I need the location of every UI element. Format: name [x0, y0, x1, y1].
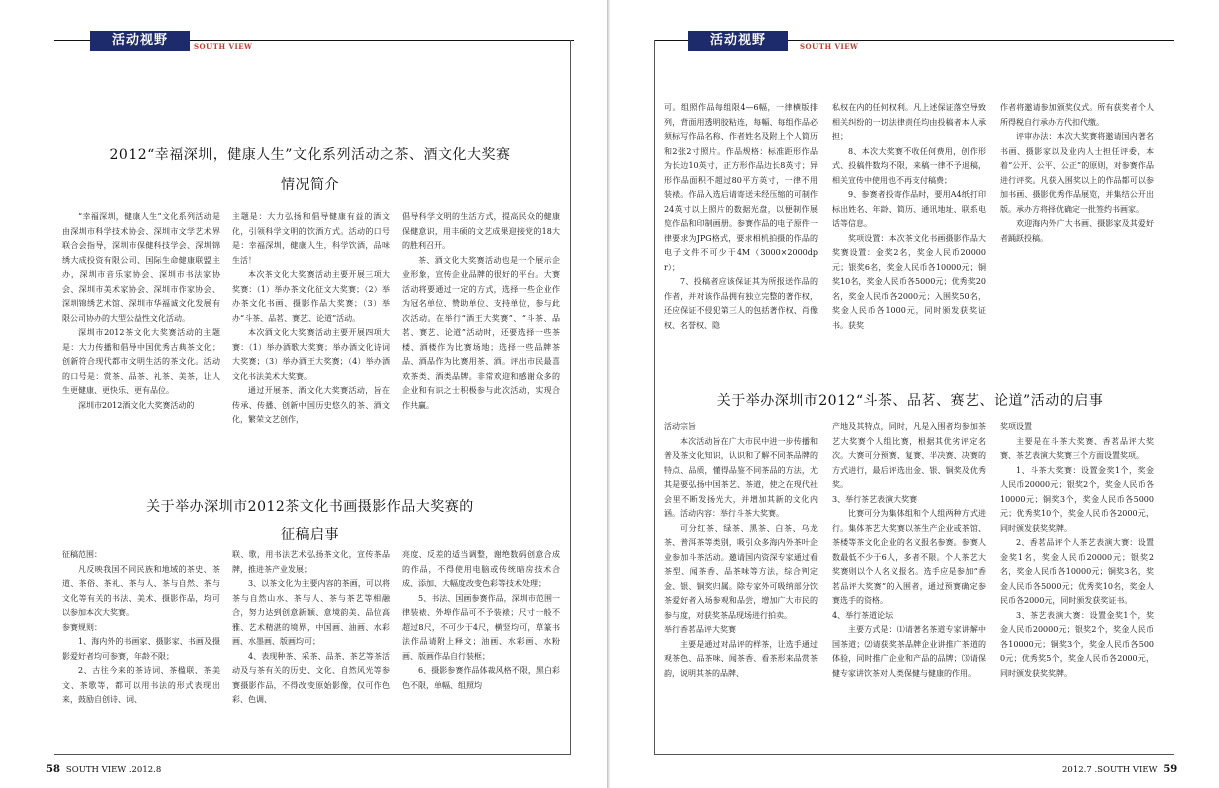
paragraph: 9、参赛者投寄作品时，要用A4纸打印标出姓名、年龄、简历、通讯地址、联系电话等信息。 — [832, 190, 986, 228]
paragraph: 倡导科学文明的生活方式，提高民众的健康保健意识，用丰硕的文艺成果迎接党的18大的胜利召开。 — [402, 212, 560, 250]
article3-title: 关于举办深圳市2012“斗茶、品茗、赛艺、论道”活动的启事 — [716, 393, 1104, 409]
paragraph: 作者将邀请参加颁奖仪式。所有获奖者个人所得税自行承办方代扣代缴。 — [1000, 103, 1154, 127]
article3-column-1 — [664, 420, 818, 750]
section-subtitle: SOUTH VIEW — [800, 42, 859, 51]
page-footer — [40, 764, 161, 775]
paragraph: 深圳市2012酒文化大奖赛活动的 — [78, 400, 195, 410]
paragraph: 私权在内的任何权利。凡上述保证落空导致相关纠纷的一切法律责任均由投稿者本人承担； — [832, 103, 986, 141]
section-heading: 征稿范围： — [62, 550, 102, 559]
paragraph: 3、茶艺表演大赛：设置金奖1个，奖金人民币20000元；银奖2个，奖金人民币各10000元；铜奖3个，奖金人民币各5000元；优秀奖5个，奖金人民币各2000元，同时颁发获奖奖牌。 — [1000, 610, 1154, 678]
page-frame-right — [570, 40, 571, 754]
paragraph: “幸福深圳，健康人生”文化系列活动是由深圳市科学技术协会、深圳市文学艺术界联合会指导，深圳市保健科技学会、深圳锦绣大成投资有限公司、国际生命健康联盟主办，深圳市音乐家协会、深圳市书法家协会、深圳市美术家协会、深圳市作家协会、深圳锦绣艺术馆、深圳市华福诚文化发展有限公司协办的大型公益性文化活动。 — [62, 212, 220, 323]
paragraph: 主要是通过对品评的样茶，让选手通过观茶色、品茶味、闻茶香、看茶形来品赏茶韵，说明其茶的品牌、 — [664, 639, 818, 678]
paragraph: 5、书法、国画参赛作品，深圳市范围一律装裱、外埠作品可不予装裱；尺寸一般不超过8尺，不可少于4尺，横竖均可，草篆书法作品请附上释文；油画、水彩画、水粉画、版画作品自行装框； — [402, 593, 560, 661]
section-heading: 4、举行茶道论坛 — [832, 610, 894, 620]
paragraph: 茶、酒文化大奖赛活动也是一个展示企业形象，宣传企业品牌的很好的平台。大赛活动将要通过一定的方式，选择一些企业作为冠名单位、赞助单位、支持单位，参与此次活动。在举行“酒王大奖赛”、“斗茶、品茗、赛艺、论道”活动时，还要选择一些茶楼、酒楼作为比赛场地；选择一些品牌茶品、酒品作为比赛用茶、酒。评出市民最喜欢茶类、酒类品牌。非常欢迎和感谢众多的企业和有识之士积极参与此次活动，实现合作共赢。 — [402, 255, 560, 410]
continued-column-2 — [832, 101, 986, 379]
paragraph: 3、以茶文化为主要内容的茶画，可以将茶与自然山水、茶与人、茶与茶艺等相融合，努力达到创意新颖、意境韵美、品位高雅、艺术精湛的境界，中国画、油画、水彩画、水墨画、版画均可； — [232, 579, 390, 646]
paragraph: 产地及其特点，同时，凡是入围者均参加茶艺大奖赛个人组比赛，根据其优劣评定名次。大赛可分预赛、复赛、半决赛、决赛的方式进行，最后评选出金、银、铜奖及优秀奖。 — [832, 422, 986, 489]
article3-column-2 — [832, 420, 986, 750]
article1-title-line2: 情况简介 — [281, 177, 339, 193]
section-tab: 活动视野 — [688, 31, 788, 51]
page-footer — [1062, 764, 1183, 775]
paragraph: 6、摄影参赛作品体裁风格不限，黑白彩色不限，单幅、组照均 — [402, 666, 560, 690]
paragraph: 可。组照作品每组限4—6幅，一律横版排列，背面用透明胶粘连，每幅、每组作品必须标写作品名称、作者姓名及附上个人简历和2张2寸照片。作品规格：标准距形作品为长边10英寸，正方形作品边长8英寸；异形作品面积不超过80平方英寸，一律不用装裱。作品入选后请寄送未经压缩的可制作24英寸以上照片的数据光盘，以便制作展览作品和印制画册。参赛作品的电子原件一律要求为JPG格式，要求相机拍摄的作品的电子文件不可少于4M（3000×2000dpr）； — [664, 103, 818, 272]
paragraph: 本次活动旨在广大市民中进一步传播和普及茶文化知识，认识和了解不同茶品牌的特点、品质，懂得品鉴不同茶品的方法，尤其是要弘扬中国茶艺、茶道，使之在现代社会里不断发扬光大，并增加其新的文化内涵。活动内容：举行斗茶大奖赛。 — [664, 436, 818, 518]
paragraph: 可分红茶、绿茶、黑茶、白茶、乌龙茶、普洱茶等类别，吸引众多海内外茶叶企业参加斗茶活动。邀请国内资深专家通过看茶型、闻茶香、品茶味等方法，综合判定金、银、铜奖归属。除专家外可吸纳部分饮茶爱好者入场参观和品尝，增加广大市民的参与度，对获奖茶品现场进行拍卖。 — [664, 523, 818, 620]
section-heading: 奖项设置 — [1000, 422, 1032, 431]
paragraph: 通过开展茶、酒文化大奖赛活动，旨在传承、传播、创新中国历史悠久的茶、酒文化，繁荣文艺创作， — [232, 386, 390, 424]
article1-column-2 — [232, 210, 390, 486]
paragraph: 本次酒文化大奖赛活动主要开展四项大赛：（1）举办酒歌大奖赛；举办酒文化诗词大奖赛；（3）举办酒王大奖赛；（4）举办酒文化书法美术大奖赛。 — [232, 328, 390, 381]
section-tab: 活动视野 — [90, 31, 190, 51]
paragraph: 联、歌，用书法艺术弘扬茶文化，宣传茶品牌，推进茶产业发展； — [232, 550, 390, 574]
paragraph: 欢迎海内外广大书画、摄影家及其爱好者踊跃投稿。 — [1000, 219, 1154, 243]
continued-column-3 — [1000, 101, 1154, 379]
page-frame-left — [654, 40, 655, 754]
article2-column-3 — [402, 548, 560, 748]
paragraph: 本次茶文化大奖赛活动主要开展三项大奖赛：（1）举办茶文化征文大奖赛；（2）举办茶文化书画、摄影作品大奖赛；（3）举办“斗茶、品茗、赛艺、论道”活动。 — [232, 270, 390, 323]
paragraph: 2、香茗品评个人茶艺表演大赛：设置金奖1名，奖金人民币20000元；银奖2名，奖金人民币各10000元；铜奖3名，奖金人民币各5000元；优秀奖10名，奖金人民币各2000元，同时颁发获奖证书。 — [1000, 538, 1154, 605]
article1-title-line1: 2012“幸福深圳，健康人生”文化系列活动之茶、酒文化大奖赛 — [109, 147, 511, 163]
issue-date: .2012.8 — [128, 765, 162, 775]
right-page — [610, 0, 1219, 788]
article1-column-1 — [62, 210, 220, 486]
paragraph: 比赛可分为集体组和个人组两种方式进行。集体茶艺大奖赛以茶生产企业或茶馆、茶楼等茶文化企业的名义报名参赛。参赛人数最低不少于6人，多者不限。个人茶艺大奖赛则以个人名义报名。选手应是参加“香茗品评大奖赛”的入围者，通过预赛确定参赛选手的资格。 — [832, 509, 986, 605]
paragraph: 4、表现种茶、采茶、品茶、茶艺等茶活动及与茶有关的历史、文化、自然风光等参赛摄影作品，不得改变原始影像，仅可作色彩、色调、 — [232, 651, 390, 704]
page-frame-bottom — [654, 754, 1174, 755]
paragraph: 凡反映我国不同民族和地域的茶史、茶道、茶俗、茶礼、茶与人、茶与自然、茶与文化等有关的书法、美术、摄影作品，均可以参加本次大奖赛。 — [62, 564, 220, 617]
paragraph: 奖项设置：本次茶文化书画摄影作品大奖赛设置：金奖2名，奖金人民币20000元；银奖6名，奖金人民币各10000元；铜奖10名，奖金人民币各5000元；优秀奖20名，奖金人民币各2000元；入围奖50名，奖金人民币各1000元，同时颁发获奖证书。获奖 — [832, 233, 986, 330]
paragraph: 主要方式是：⑴请著名茶道专家讲解中国茶道；⑵请获奖茶品牌企业讲推广茶道的体验，同时推广企业和产品的品牌；⑶请保健专家讲饮茶对人类保健与健康的作用。 — [832, 625, 986, 678]
article2-title-line1: 关于举办深圳市2012茶文化书画摄影作品大奖赛的 — [146, 499, 474, 515]
page-frame-bottom — [54, 754, 571, 755]
page-number: 58 — [46, 764, 60, 775]
section-heading: 活动宗旨 — [664, 422, 696, 431]
issue-date: 2012.7 — [1062, 765, 1092, 775]
section-heading: 举行香茗品评大奖赛 — [664, 625, 736, 634]
magazine-name: SOUTH VIEW — [65, 765, 127, 775]
article2-column-2 — [232, 548, 390, 748]
section-heading: 参赛规则： — [62, 622, 102, 632]
paragraph: 7、投稿者应该保证其为所报送作品的作者，并对该作品拥有独立完整的著作权，还应保证不侵犯第三人的包括著作权、肖像权、名誉权、隐 — [664, 277, 818, 330]
section-heading: 3、举行茶艺表演大奖赛 — [832, 494, 918, 504]
section-subtitle: SOUTH VIEW — [194, 42, 253, 51]
paragraph: 1、海内外的书画家、摄影家、书画及摄影爱好者均可参赛，年龄不限； — [62, 637, 220, 661]
article1-column-3 — [402, 210, 560, 486]
paragraph: 深圳市2012茶文化大奖赛活动的主题是：大力传播和倡导中国优秀古典茶文化；创新符合现代都市文明生活的茶文化。活动的口号是：赏茶、品茶、礼茶、美茶，让人生更健康、更快乐、更有品位。 — [62, 328, 220, 395]
paragraph: 主题是：大力弘扬和倡导健康有益的酒文化，引领科学文明的饮酒方式。活动的口号是：幸福深圳，健康人生，科学饮酒，品味生活！ — [232, 212, 390, 265]
paragraph: 评审办法：本次大奖赛将邀请国内著名书画、摄影家以及业内人士担任评委，本着“公开、公平、公正”的原则，对参赛作品进行评奖。凡获入围奖以上的作品都可以参加书画、摄影优秀作品展览，并集结公开出版。承办方将择优确定一批签约书画家。 — [1000, 132, 1154, 214]
continued-column-1 — [664, 101, 818, 379]
paragraph: 主要是在斗茶大奖赛、香茗品评大奖赛、茶艺表演大奖赛三个方面设置奖项。 — [1000, 436, 1154, 460]
article2-title-line2: 征稿启事 — [281, 527, 339, 543]
page-number: 59 — [1163, 764, 1178, 775]
article2-column-1 — [62, 548, 220, 748]
paragraph: 1、斗茶大奖赛：设置金奖1个，奖金人民币20000元；银奖2个，奖金人民币各10000元；铜奖3个，奖金人民币各5000元；优秀奖10个，奖金人民币各2000元，同时颁发获奖奖牌。 — [1000, 465, 1154, 533]
magazine-name: .SOUTH VIEW — [1094, 765, 1158, 775]
paragraph: 2、古往今来的茶诗词、茶楹联、茶美文、茶歌等，都可以用书法的形式表现出来，鼓励自创诗、词、 — [62, 666, 220, 704]
paragraph: 亮度、反差的适当调整，谢绝数码创意合成的作品，不得使用电脑或传统暗房技术合成、添加、大幅度改变色彩等技术处理； — [402, 550, 560, 588]
article3-column-3 — [1000, 420, 1154, 750]
paragraph: 8、本次大奖赛不收任何费用，创作形式、投稿件数均不限，来稿一律不予退稿，相关宣传中使用也不再支付稿费； — [832, 146, 986, 185]
